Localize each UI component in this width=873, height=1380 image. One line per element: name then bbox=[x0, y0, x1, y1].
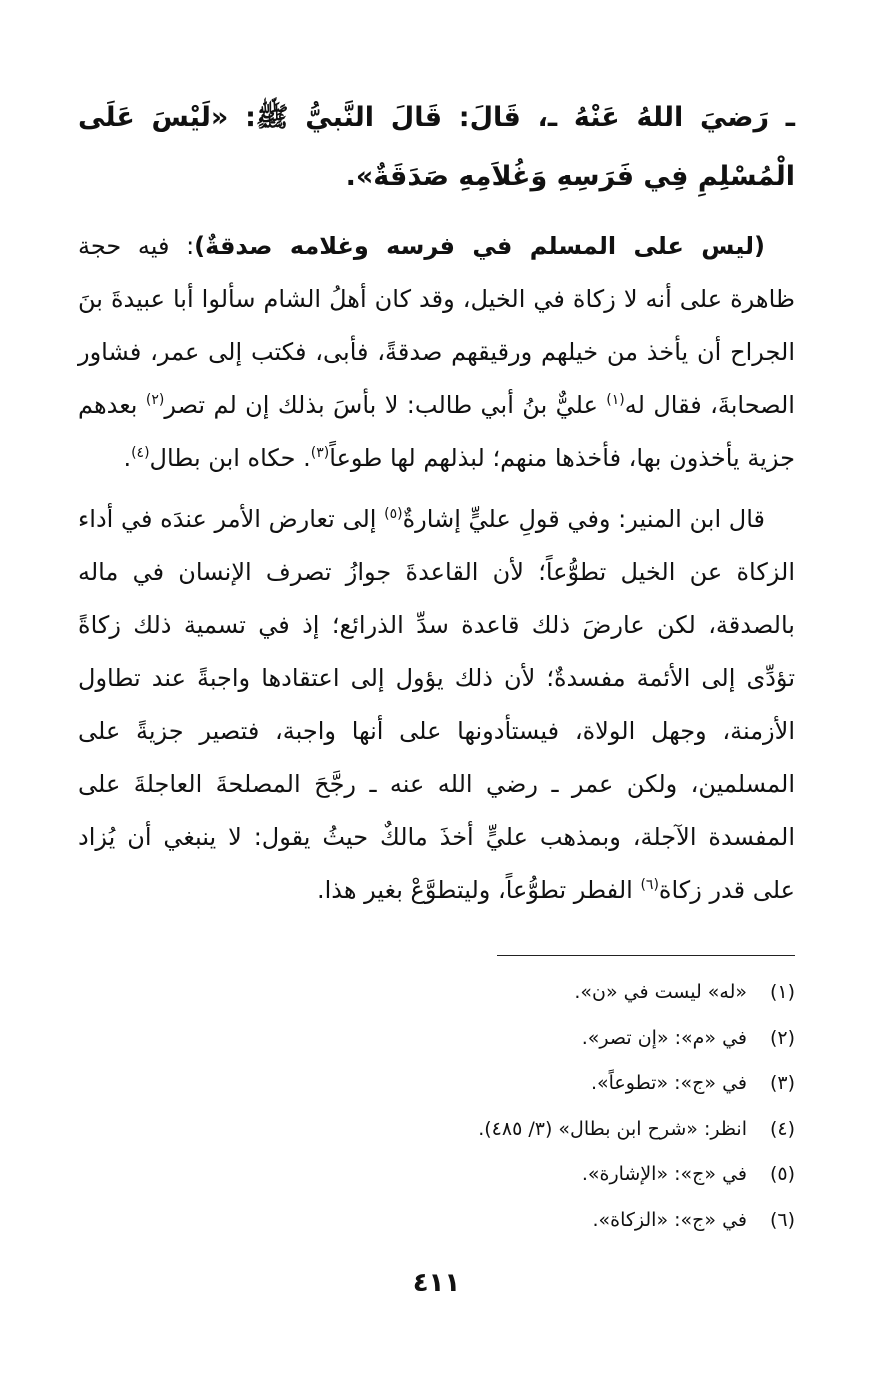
hadith-text: ـ رَضيَ اللهُ عَنْهُ ـ، قَالَ: قَالَ النَّبيُّ ﷺ: «لَيْسَ عَلَى الْمُسْلِمِ فِي فَرَسِهِ وَغُلاَمِهِ صَدَقَةٌ». bbox=[78, 102, 795, 192]
paragraph-2-part-3: الفطر تطوُّعاً، وليتطوَّعْ بغير هذا. bbox=[317, 876, 641, 904]
footnote-2 bbox=[78, 1016, 795, 1062]
paragraph-1-part-4: . حكاه ابن بطال bbox=[149, 444, 311, 472]
footnote-number: (٥) bbox=[769, 1163, 795, 1185]
paragraph-1-part-3: بعدهم جزية يأخذون بها، فأخذها منهم؛ لبذلهم لها طوعاً bbox=[78, 391, 795, 472]
footnote-number: (٣) bbox=[769, 1072, 795, 1094]
footnote-3 bbox=[78, 1061, 795, 1107]
page-body bbox=[78, 88, 795, 925]
footnote-number: (١) bbox=[769, 981, 795, 1003]
footnote-text: في «ج»: «الزكاة». bbox=[592, 1208, 747, 1231]
paragraph-1-part-5: . bbox=[123, 444, 132, 472]
paragraph-1-part-2: عليٌّ بنُ أبي طالب: لا بأسَ بذلك إن لم تصر bbox=[164, 391, 607, 419]
commentary-paragraph-2 bbox=[78, 493, 795, 917]
footnote-text: في «ج»: «الإشارة». bbox=[581, 1163, 747, 1185]
paragraph-2-part-1: قال ابن المنير: وفي قولِ عليٍّ إشارةٌ bbox=[402, 505, 766, 533]
footnote-ref-1: (١) bbox=[606, 392, 625, 408]
footnote-5 bbox=[78, 1152, 795, 1198]
footnote-text: انظر: «شرح ابن بطال» (٣/ ٤٨٥). bbox=[478, 1117, 747, 1140]
footnotes-list bbox=[78, 970, 795, 1243]
footnote-1 bbox=[78, 970, 795, 1016]
paragraph-1-part-1: : فيه حجة ظاهرة على أنه لا زكاة في الخيل، وقد كان أهلُ الشام سألوا أبا عبيدةَ بنَ الجراح أن يأخذ من خيلهم ورقيقهم صدقةً، فأبى، فكتب إلى عمر، فشاور الصحابةَ، فقال له bbox=[78, 232, 795, 419]
footnote-text: في «ج»: «تطوعاً». bbox=[590, 1072, 747, 1094]
footnote-ref-2: (٢) bbox=[145, 392, 165, 408]
footnote-ref-5: (٥) bbox=[384, 506, 403, 522]
footnote-number: (٢) bbox=[769, 1026, 795, 1049]
commentary-paragraph-1 bbox=[78, 220, 795, 485]
footnote-text: «له» ليست في «ن». bbox=[574, 981, 747, 1003]
footnote-ref-6: (٦) bbox=[640, 877, 659, 893]
page-number: ٤١١ bbox=[412, 1268, 461, 1298]
footnote-ref-4: (٤) bbox=[131, 445, 150, 461]
footnote-4 bbox=[78, 1107, 795, 1153]
footnote-6 bbox=[78, 1198, 795, 1244]
footnote-number: (٤) bbox=[769, 1117, 795, 1140]
footnote-text: في «م»: «إن تصر». bbox=[581, 1026, 747, 1049]
footnote-number: (٦) bbox=[769, 1208, 795, 1231]
paragraph-2-part-2: إلى تعارض الأمر عندَه في أداء الزكاة عن الخيل تطوُّعاً؛ لأن القاعدةَ جوازُ تصرف الإنسان في ماله بالصدقة، لكن عارضَ ذلك قاعدة سدِّ الذرائع؛ إذ في تسمية ذلك زكاةً تؤدِّى إلى الأئمة مفسدةٌ؛ لأن ذلك يؤول إلى اعتقادها واجبةً عند تطاول الأزمنة، وجهل الولاة، فيستأدونها على أنها واجبة، فتصير جزيةً على المسلمين، ولكن عمر ـ رضي الله عنه ـ رجَّحَ المصلحةَ العاجلةَ على المفسدة الآجلة، وبمذهب عليٍّ أخذَ مالكٌ حيثُ يقول: لا ينبغي أن يُزاد على قدر زكاة bbox=[78, 505, 795, 904]
lemma-text: (ليس على المسلم في فرسه وغلامه صدقةٌ) bbox=[194, 232, 766, 260]
footnote-divider bbox=[497, 955, 795, 956]
footnote-ref-3: (٣) bbox=[310, 445, 330, 461]
